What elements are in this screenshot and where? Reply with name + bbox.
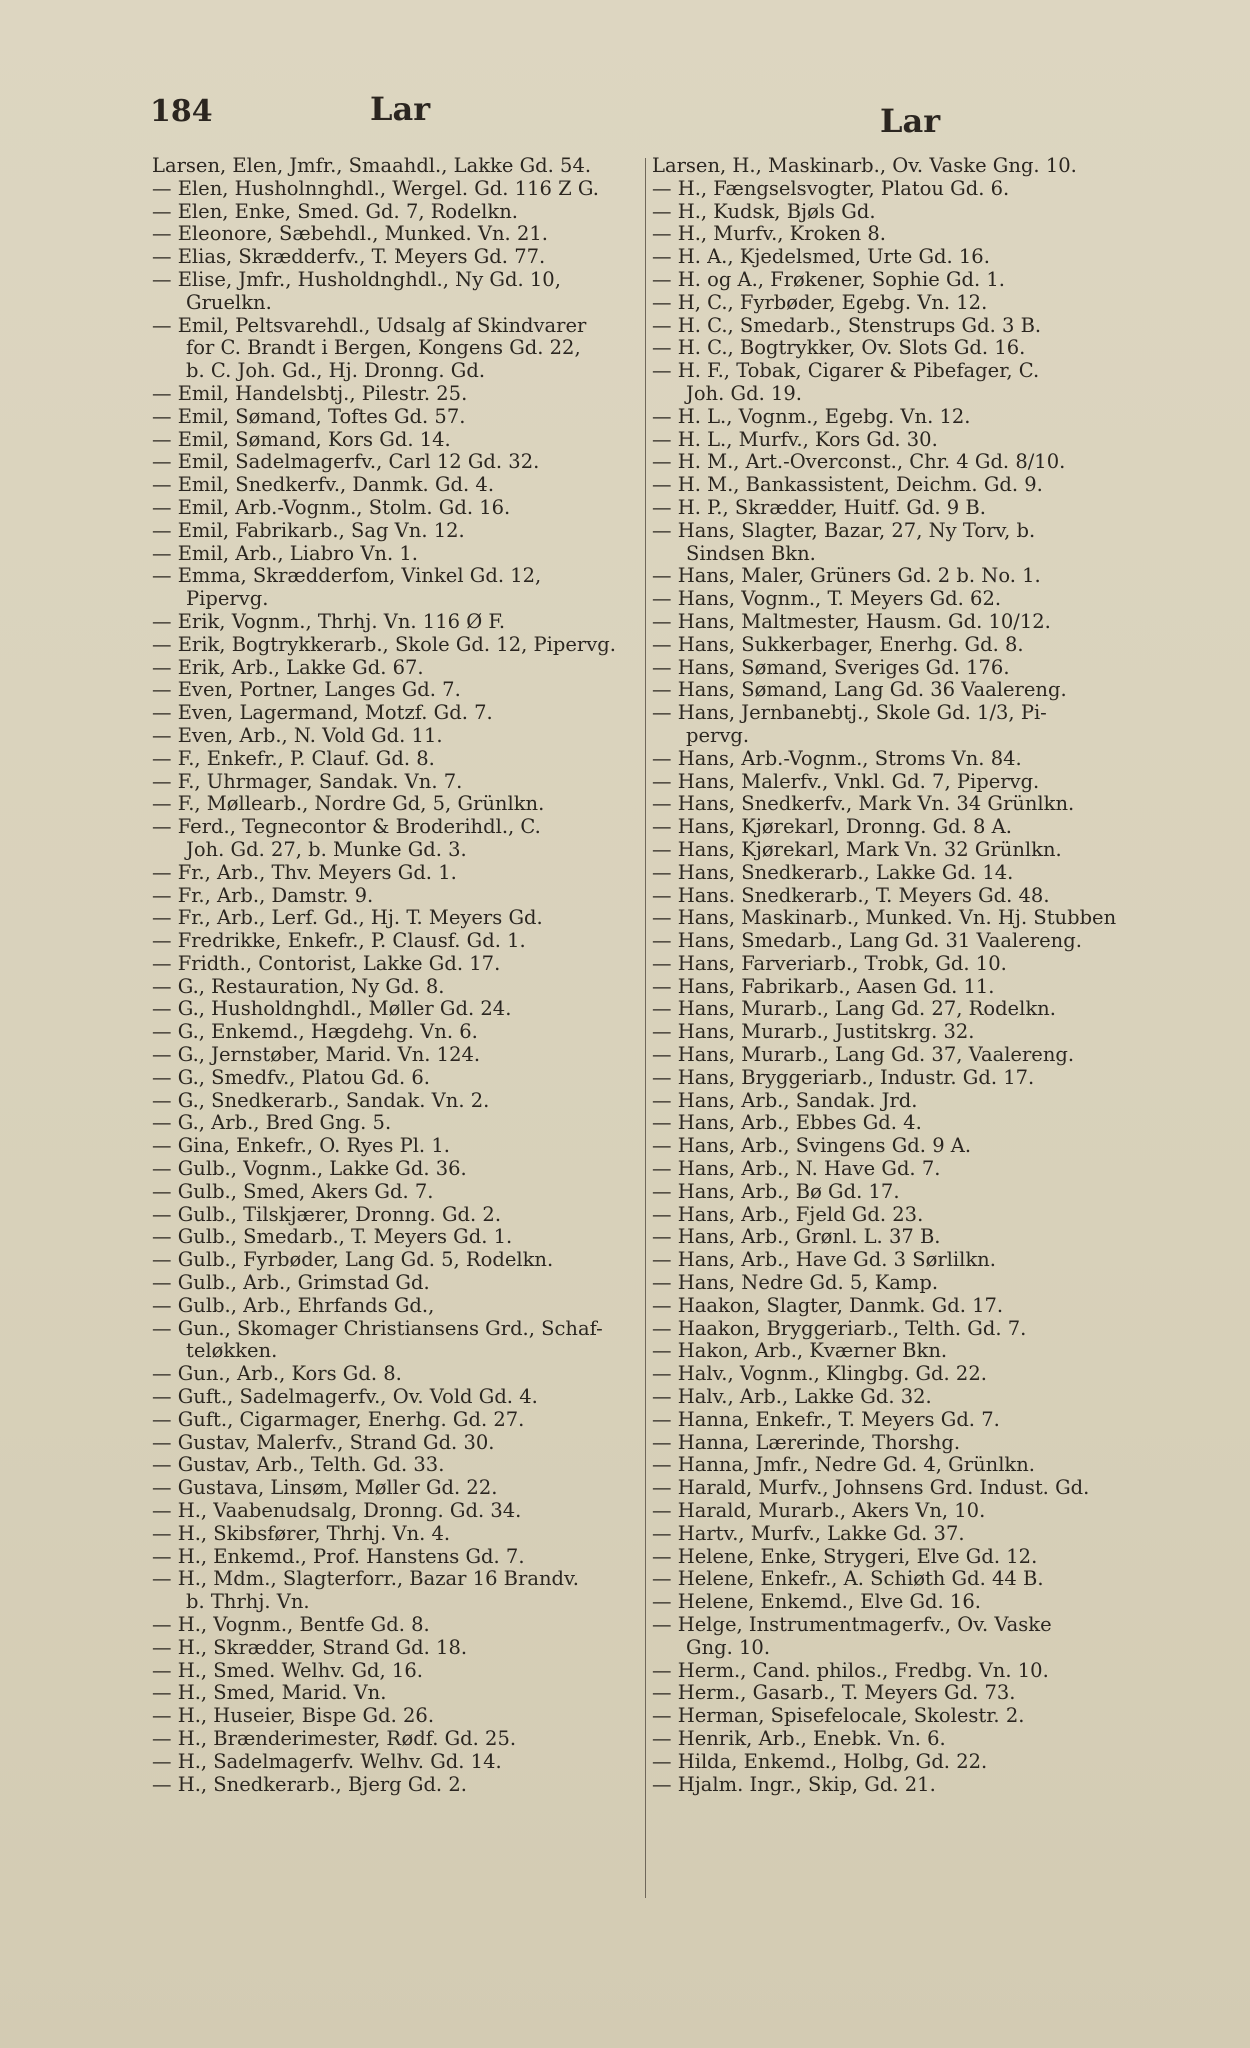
- directory-entry: — Hans, Vognm., T. Meyers Gd. 62.: [652, 588, 1002, 611]
- directory-entry: — Harald, Murarb., Akers Vn, 10.: [652, 1500, 986, 1523]
- directory-entry: — Gun., Skomager Christiansens Grd., Schaf-: [152, 1317, 603, 1340]
- directory-entry: — Hans, Arb., Have Gd. 3 Sørlilkn.: [652, 1249, 996, 1272]
- directory-entry: — Hans, Murarb., Justitskrg. 32.: [652, 1021, 975, 1044]
- directory-entry: — Herm., Gasarb., T. Meyers Gd. 73.: [652, 1682, 1016, 1705]
- directory-entry: — Hanna, Enkefr., T. Meyers Gd. 7.: [652, 1408, 1000, 1431]
- directory-entry: — H. L., Murfv., Kors Gd. 30.: [652, 428, 938, 451]
- directory-entry: — Hanna, Lærerinde, Thorshg.: [652, 1431, 961, 1454]
- directory-entry: — F., Møllearb., Nordre Gd, 5, Grünlkn.: [152, 793, 545, 816]
- right-column: [652, 155, 1142, 1796]
- directory-entry: — H., Huseier, Bispe Gd. 26.: [152, 1705, 435, 1728]
- directory-entry: — H., Skrædder, Strand Gd. 18.: [152, 1636, 468, 1659]
- page-number: 184: [150, 94, 213, 129]
- directory-entry: — Hans, Farveriarb., Trobk, Gd. 10.: [652, 952, 1007, 975]
- directory-entry: — Herm., Cand. philos., Fredbg. Vn. 10.: [652, 1659, 1049, 1682]
- entry-continuation: b. C. Joh. Gd., Hj. Dronng. Gd.: [186, 360, 486, 383]
- directory-entry: — Hans. Snedkerarb., T. Meyers Gd. 48.: [652, 884, 1050, 907]
- directory-entry: — Hans, Bryggeriarb., Industr. Gd. 17.: [652, 1066, 1035, 1089]
- directory-entry: — Fredrikke, Enkefr., P. Clausf. Gd. 1.: [152, 930, 526, 953]
- directory-entry: — Hans, Jernbanebtj., Skole Gd. 1/3, Pi-: [652, 702, 1047, 725]
- directory-entry: — Fr., Arb., Damstr. 9.: [152, 884, 374, 907]
- directory-entry: — Emil, Fabrikarb., Sag Vn. 12.: [152, 519, 465, 542]
- directory-entry: — H., Snedkerarb., Bjerg Gd. 2.: [152, 1773, 467, 1796]
- directory-entry: — Erik, Vognm., Thrhj. Vn. 116 Ø F.: [152, 610, 506, 633]
- directory-entry: — Gulb., Tilskjærer, Dronng. Gd. 2.: [152, 1203, 502, 1226]
- directory-entry: — Gulb., Arb., Grimstad Gd.: [152, 1272, 430, 1295]
- directory-entry: — H, C., Fyrbøder, Egebg. Vn. 12.: [652, 291, 988, 314]
- directory-entry: — Gun., Arb., Kors Gd. 8.: [152, 1363, 402, 1386]
- directory-entry: — G., Jernstøber, Marid. Vn. 124.: [152, 1044, 481, 1067]
- directory-entry: Larsen, Elen, Jmfr., Smaahdl., Lakke Gd. 54.: [152, 155, 592, 177]
- directory-entry: — G., Restauration, Ny Gd. 8.: [152, 975, 445, 998]
- directory-entry: — H., Smed. Welhv. Gd, 16.: [152, 1659, 423, 1682]
- directory-entry: — Hans, Sømand, Sveriges Gd. 176.: [652, 656, 1010, 679]
- page-header: [0, 88, 1250, 148]
- entry-continuation: Gng. 10.: [686, 1636, 771, 1659]
- directory-entry: — Elias, Skrædderfv., T. Meyers Gd. 77.: [152, 246, 546, 269]
- directory-entry: — Hans, Sømand, Lang Gd. 36 Vaalereng.: [652, 679, 1067, 702]
- directory-entry: — Hans, Arb., Ebbes Gd. 4.: [652, 1112, 922, 1135]
- directory-entry: — Emil, Handelsbtj., Pilestr. 25.: [152, 382, 468, 405]
- directory-entry: — Hans, Arb., Fjeld Gd. 23.: [652, 1203, 924, 1226]
- directory-entry: — Harald, Murfv., Johnsens Grd. Indust. Gd.: [652, 1477, 1090, 1500]
- directory-entry: — Hans, Snedkerfv., Mark Vn. 34 Grünlkn.: [652, 793, 1075, 816]
- directory-entry: — Haakon, Slagter, Danmk. Gd. 17.: [652, 1294, 1004, 1317]
- directory-entry: — Hans, Maltmester, Hausm. Gd. 10/12.: [652, 610, 1051, 633]
- directory-entry: — Halv., Arb., Lakke Gd. 32.: [652, 1386, 932, 1409]
- directory-entry: — Hans, Kjørekarl, Dronng. Gd. 8 A.: [652, 816, 1012, 839]
- directory-entry: — Haakon, Bryggeriarb., Telth. Gd. 7.: [652, 1317, 1027, 1340]
- directory-entry: — G., Husholdnghdl., Møller Gd. 24.: [152, 998, 512, 1021]
- directory-entry: — Hans, Arb., N. Have Gd. 7.: [652, 1158, 941, 1181]
- directory-entry: — H., Vaabenudsalg, Dronng. Gd. 34.: [152, 1500, 522, 1523]
- directory-entry: — G., Arb., Bred Gng. 5.: [152, 1112, 392, 1135]
- directory-entry: — H. L., Vognm., Egebg. Vn. 12.: [652, 405, 971, 428]
- directory-entry: — Gustav, Arb., Telth. Gd. 33.: [152, 1454, 445, 1477]
- directory-entry: — Hilda, Enkemd., Holbg, Gd. 22.: [652, 1750, 988, 1773]
- directory-entry: — H., Fængselsvogter, Platou Gd. 6.: [652, 177, 1010, 200]
- directory-entry: — H. M., Art.-Overconst., Chr. 4 Gd. 8/10.: [652, 451, 1066, 474]
- directory-entry: — Helene, Enkemd., Elve Gd. 16.: [652, 1591, 981, 1614]
- directory-entry: — Gulb., Smedarb., T. Meyers Gd. 1.: [152, 1226, 513, 1249]
- directory-entry: — Herman, Spisefelocale, Skolestr. 2.: [652, 1705, 1025, 1728]
- directory-entry: — Gulb., Fyrbøder, Lang Gd. 5, Rodelkn.: [152, 1249, 554, 1272]
- directory-entry: — Elen, Husholnnghdl., Wergel. Gd. 116 Z G.: [152, 177, 599, 200]
- directory-entry: — Hans, Smedarb., Lang Gd. 31 Vaalereng.: [652, 930, 1082, 953]
- left-column: [152, 155, 642, 1796]
- directory-entry: — Eleonore, Sæbehdl., Munked. Vn. 21.: [152, 223, 548, 246]
- entry-continuation: b. Thrhj. Vn.: [186, 1591, 310, 1614]
- directory-entry: — Hans, Fabrikarb., Aasen Gd. 11.: [652, 975, 995, 998]
- directory-entry: — Emil, Sadelmagerfv., Carl 12 Gd. 32.: [152, 451, 540, 474]
- entry-continuation: Sindsen Bkn.: [686, 542, 816, 565]
- directory-entry: — H., Smed, Marid. Vn.: [152, 1682, 387, 1705]
- entry-continuation: pervg.: [686, 724, 750, 747]
- directory-entry: — Even, Arb., N. Vold Gd. 11.: [152, 724, 443, 747]
- directory-entry: — H. A., Kjedelsmed, Urte Gd. 16.: [652, 246, 990, 269]
- directory-entry: — Emma, Skrædderfom, Vinkel Gd. 12,: [152, 565, 542, 588]
- directory-entry: — Helene, Enkefr., A. Schiøth Gd. 44 B.: [652, 1568, 1044, 1591]
- entry-continuation: for C. Brandt i Bergen, Kongens Gd. 22,: [186, 337, 581, 360]
- directory-entry: — Emil, Arb., Liabro Vn. 1.: [152, 542, 418, 565]
- directory-entry: — Hjalm. Ingr., Skip, Gd. 21.: [652, 1773, 936, 1796]
- directory-entry: — Emil, Sømand, Toftes Gd. 57.: [152, 405, 466, 428]
- directory-entry: — Emil, Sømand, Kors Gd. 14.: [152, 428, 451, 451]
- directory-entry: — Emil, Peltsvarehdl., Udsalg af Skindvarer: [152, 314, 587, 337]
- directory-entry: — H. F., Tobak, Cigarer & Pibefager, C.: [652, 360, 1040, 383]
- directory-entry: — Ferd., Tegnecontor & Broderihdl., C.: [152, 816, 541, 839]
- running-head-right: Lar: [880, 102, 941, 140]
- directory-entry: — H. P., Skrædder, Huitf. Gd. 9 B.: [652, 496, 986, 519]
- directory-entry: — H. og A., Frøkener, Sophie Gd. 1.: [652, 268, 1005, 291]
- directory-entry: — Helge, Instrumentmagerfv., Ov. Vaske: [652, 1614, 1052, 1636]
- directory-entry: — Even, Portner, Langes Gd. 7.: [152, 679, 461, 702]
- directory-entry: — H., Brænderimester, Rødf. Gd. 25.: [152, 1727, 517, 1750]
- entry-continuation: Joh. Gd. 19.: [686, 382, 802, 405]
- directory-entry: — Guft., Cigarmager, Enerhg. Gd. 27.: [152, 1408, 525, 1431]
- directory-entry: — Fr., Arb., Lerf. Gd., Hj. T. Meyers Gd.: [152, 907, 543, 930]
- directory-entry: — H. M., Bankassistent, Deichm. Gd. 9.: [652, 474, 1043, 497]
- directory-entry: — Elise, Jmfr., Husholdnghdl., Ny Gd. 10,: [152, 268, 561, 291]
- directory-entry: — Hans, Arb., Sandak. Jrd.: [652, 1089, 918, 1112]
- directory-entry: — Erik, Arb., Lakke Gd. 67.: [152, 656, 424, 679]
- directory-entry: — H. C., Smedarb., Stenstrups Gd. 3 B.: [652, 314, 1042, 337]
- directory-entry: — H., Skibsfører, Thrhj. Vn. 4.: [152, 1522, 451, 1545]
- directory-entry: — F., Uhrmager, Sandak. Vn. 7.: [152, 770, 463, 793]
- directory-entry: — G., Enkemd., Hægdehg. Vn. 6.: [152, 1021, 478, 1044]
- directory-entry: — Hans, Arb.-Vognm., Stroms Vn. 84.: [652, 747, 1022, 770]
- directory-entry: — H., Murfv., Kroken 8.: [652, 223, 887, 246]
- directory-entry: — Gulb., Arb., Ehrfands Gd.,: [152, 1294, 435, 1317]
- entry-continuation: Pipervg.: [186, 588, 269, 611]
- directory-entry: — Halv., Vognm., Klingbg. Gd. 22.: [652, 1363, 987, 1386]
- directory-entry: — Hans, Maler, Grüners Gd. 2 b. No. 1.: [652, 565, 1041, 588]
- directory-entry: — Hans, Snedkerarb., Lakke Gd. 14.: [652, 861, 1014, 884]
- directory-entry: — Hans, Sukkerbager, Enerhg. Gd. 8.: [652, 633, 1024, 656]
- directory-entry: — Hakon, Arb., Kværner Bkn.: [652, 1340, 948, 1363]
- directory-entry: — H., Kudsk, Bjøls Gd.: [652, 200, 876, 223]
- directory-entry: — Hans, Malerfv., Vnkl. Gd. 7, Pipervg.: [652, 770, 1040, 793]
- directory-entry: — Hanna, Jmfr., Nedre Gd. 4, Grünlkn.: [652, 1454, 1036, 1477]
- directory-entry: — Hans, Murarb., Lang Gd. 37, Vaalereng.: [652, 1044, 1075, 1067]
- directory-entry: — Hans, Nedre Gd. 5, Kamp.: [652, 1272, 939, 1295]
- directory-entry: — Hans, Maskinarb., Munked. Vn. Hj. Stubben: [652, 907, 1117, 930]
- directory-entry: — Helene, Enke, Strygeri, Elve Gd. 12.: [652, 1545, 1038, 1568]
- entry-continuation: Joh. Gd. 27, b. Munke Gd. 3.: [186, 838, 467, 861]
- directory-entry: — Elen, Enke, Smed. Gd. 7, Rodelkn.: [152, 200, 518, 223]
- directory-entry: — Guft., Sadelmagerfv., Ov. Vold Gd. 4.: [152, 1386, 538, 1409]
- directory-entry: — Hans, Kjørekarl, Mark Vn. 32 Grünlkn.: [652, 838, 1062, 861]
- running-head-left: Lar: [370, 90, 431, 128]
- directory-entry: — H., Mdm., Slagterforr., Bazar 16 Brandv.: [152, 1568, 579, 1591]
- directory-entry: — H., Vognm., Bentfe Gd. 8.: [152, 1614, 430, 1636]
- directory-entry: — Erik, Bogtrykkerarb., Skole Gd. 12, Pipervg.: [152, 633, 616, 656]
- entry-continuation: teløkken.: [186, 1340, 278, 1363]
- directory-entry: — Hans, Arb., Bø Gd. 17.: [652, 1180, 900, 1203]
- directory-entry: — Gustava, Linsøm, Møller Gd. 22.: [152, 1477, 498, 1500]
- column-divider: [645, 158, 646, 1898]
- directory-entry: — G., Snedkerarb., Sandak. Vn. 2.: [152, 1089, 490, 1112]
- directory-entry: — Emil, Snedkerfv., Danmk. Gd. 4.: [152, 474, 495, 497]
- directory-entry: — Hartv., Murfv., Lakke Gd. 37.: [652, 1522, 965, 1545]
- directory-entry: — Gulb., Vognm., Lakke Gd. 36.: [152, 1158, 467, 1181]
- directory-entry: — Hans, Arb., Svingens Gd. 9 A.: [652, 1135, 972, 1158]
- directory-entry: — Hans, Arb., Grønl. L. 37 B.: [652, 1226, 941, 1249]
- directory-entry: — Fridth., Contorist, Lakke Gd. 17.: [152, 952, 501, 975]
- directory-entry: — G., Smedfv., Platou Gd. 6.: [152, 1066, 430, 1089]
- directory-entry: — F., Enkefr., P. Clauf. Gd. 8.: [152, 747, 435, 770]
- directory-entry: — Hans, Slagter, Bazar, 27, Ny Torv, b.: [652, 519, 1036, 542]
- directory-entry: — Gina, Enkefr., O. Ryes Pl. 1.: [152, 1135, 450, 1158]
- directory-entry: — Henrik, Arb., Enebk. Vn. 6.: [652, 1727, 946, 1750]
- directory-entry: — H., Sadelmagerfv. Welhv. Gd. 14.: [152, 1750, 502, 1773]
- directory-entry: — Fr., Arb., Thv. Meyers Gd. 1.: [152, 861, 457, 884]
- directory-entry: Larsen, H., Maskinarb., Ov. Vaske Gng. 10.: [652, 155, 1077, 177]
- entry-continuation: Gruelkn.: [186, 291, 272, 314]
- directory-entry: — Hans, Murarb., Lang Gd. 27, Rodelkn.: [652, 998, 1056, 1021]
- directory-entry: — H., Enkemd., Prof. Hanstens Gd. 7.: [152, 1545, 525, 1568]
- directory-entry: — H. C., Bogtrykker, Ov. Slots Gd. 16.: [652, 337, 1026, 360]
- directory-entry: — Gustav, Malerfv., Strand Gd. 30.: [152, 1431, 495, 1454]
- directory-entry: — Gulb., Smed, Akers Gd. 7.: [152, 1180, 434, 1203]
- directory-entry: — Even, Lagermand, Motzf. Gd. 7.: [152, 702, 493, 725]
- directory-entry: — Emil, Arb.-Vognm., Stolm. Gd. 16.: [152, 496, 511, 519]
